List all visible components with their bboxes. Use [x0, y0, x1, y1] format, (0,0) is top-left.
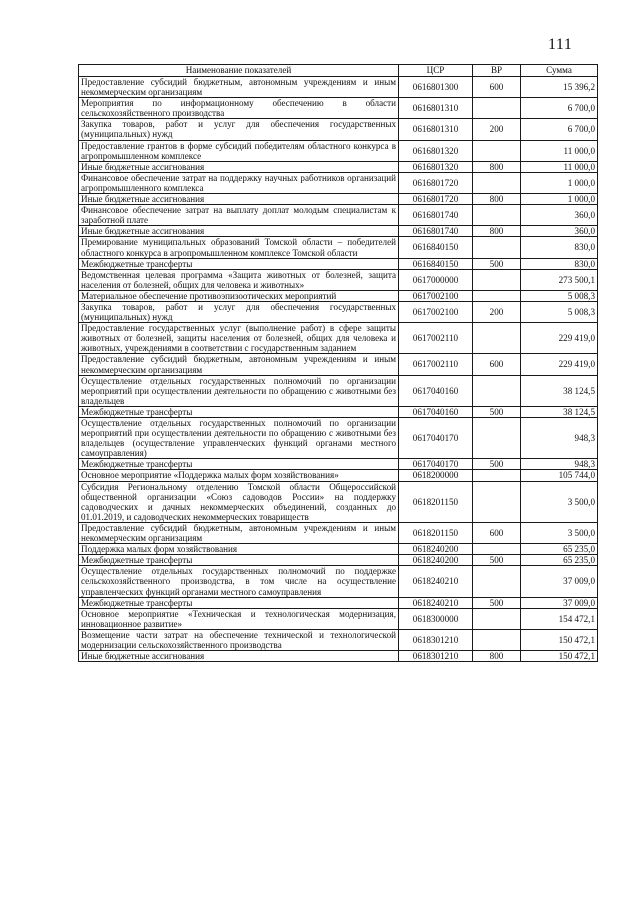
- row-name-cell: Субсидия Региональному отделению Томской области Общероссийской общественной организации «Союз садоводов России» на поддержку садоводческих и дачных некоммерческих объединений, созданных до 01.01.2019, и садоводческих некоммерческих товариществ: [79, 481, 399, 522]
- row-name-cell: Поддержка малых форм хозяйствования: [79, 544, 399, 555]
- header-sum: Сумма: [521, 65, 598, 77]
- table-row: [79, 258, 598, 269]
- table-row: [79, 205, 598, 226]
- table-row: [79, 597, 598, 608]
- row-sum-cell: 5 008,3: [521, 301, 598, 322]
- table-row: [79, 406, 598, 417]
- row-sum-cell: 830,0: [521, 258, 598, 269]
- row-name-cell: Закупка товаров, работ и услуг для обеспечения государственных (муниципальных) нужд: [79, 301, 399, 322]
- row-vr-cell: 500: [473, 597, 521, 608]
- row-vr-cell: 800: [473, 651, 521, 662]
- row-vr-cell: [473, 629, 521, 650]
- row-sum-cell: 360,0: [521, 226, 598, 237]
- table-row: [79, 323, 598, 354]
- row-name-cell: Финансовое обеспечение затрат на поддержку научных работников организаций агропромышленного комплекса: [79, 172, 399, 193]
- table-row: [79, 194, 598, 205]
- row-csr-cell: 0616840150: [399, 258, 473, 269]
- row-name-cell: Иные бюджетные ассигнования: [79, 226, 399, 237]
- row-vr-cell: 600: [473, 77, 521, 98]
- row-sum-cell: 105 744,0: [521, 470, 598, 481]
- row-vr-cell: 800: [473, 226, 521, 237]
- row-vr-cell: [473, 481, 521, 522]
- row-sum-cell: 5 008,3: [521, 290, 598, 301]
- row-name-cell: Межбюджетные трансферты: [79, 555, 399, 566]
- row-sum-cell: 360,0: [521, 205, 598, 226]
- row-vr-cell: 600: [473, 522, 521, 543]
- row-name-cell: Основное мероприятие «Поддержка малых форм хозяйствования»: [79, 470, 399, 481]
- row-name-cell: Мероприятия по информационному обеспечению в области сельскохозяйственного производства: [79, 98, 399, 119]
- row-name-cell: Межбюджетные трансферты: [79, 258, 399, 269]
- table-body: [79, 77, 598, 662]
- table-row: [79, 77, 598, 98]
- table-row: [79, 481, 598, 522]
- row-csr-cell: 0617040160: [399, 406, 473, 417]
- header-vr: ВР: [473, 65, 521, 77]
- table-row: [79, 172, 598, 193]
- table-row: [79, 555, 598, 566]
- row-vr-cell: [473, 608, 521, 629]
- row-name-cell: Предоставление субсидий бюджетным, автономным учреждениям и иным некоммерческим организациям: [79, 354, 399, 375]
- row-csr-cell: 0618300000: [399, 608, 473, 629]
- row-sum-cell: 37 009,0: [521, 597, 598, 608]
- row-csr-cell: 0618240200: [399, 555, 473, 566]
- row-sum-cell: 1 000,0: [521, 172, 598, 193]
- row-csr-cell: 0617040170: [399, 459, 473, 470]
- row-sum-cell: 229 419,0: [521, 323, 598, 354]
- row-sum-cell: 38 124,5: [521, 406, 598, 417]
- row-csr-cell: 0617002100: [399, 290, 473, 301]
- page-number: 111: [548, 36, 573, 53]
- row-name-cell: Предоставление субсидий бюджетным, автономным учреждениям и иным некоммерческим организациям: [79, 522, 399, 543]
- row-sum-cell: 150 472,1: [521, 651, 598, 662]
- row-sum-cell: 154 472,1: [521, 608, 598, 629]
- row-vr-cell: 200: [473, 301, 521, 322]
- row-csr-cell: 0618240210: [399, 566, 473, 597]
- row-csr-cell: 0616801320: [399, 161, 473, 172]
- row-csr-cell: 0617002110: [399, 323, 473, 354]
- budget-table: [78, 64, 598, 662]
- header-csr: ЦСР: [399, 65, 473, 77]
- row-csr-cell: 0618200000: [399, 470, 473, 481]
- row-vr-cell: [473, 237, 521, 258]
- table-row: [79, 459, 598, 470]
- table-row: [79, 375, 598, 406]
- row-csr-cell: 0616801740: [399, 226, 473, 237]
- row-name-cell: Межбюджетные трансферты: [79, 459, 399, 470]
- row-csr-cell: 0618301210: [399, 651, 473, 662]
- row-csr-cell: 0617000000: [399, 269, 473, 290]
- row-vr-cell: 500: [473, 459, 521, 470]
- row-sum-cell: 37 009,0: [521, 566, 598, 597]
- row-sum-cell: 6 700,0: [521, 98, 598, 119]
- row-csr-cell: 0616801720: [399, 172, 473, 193]
- row-name-cell: Межбюджетные трансферты: [79, 597, 399, 608]
- row-sum-cell: 65 235,0: [521, 544, 598, 555]
- row-sum-cell: 65 235,0: [521, 555, 598, 566]
- row-csr-cell: 0617040170: [399, 418, 473, 459]
- row-csr-cell: 0616801720: [399, 194, 473, 205]
- row-vr-cell: [473, 544, 521, 555]
- row-vr-cell: 500: [473, 555, 521, 566]
- row-name-cell: Предоставление государственных услуг (выполнение работ) в сфере защиты животных от болезней, защиты населения от болезней, общих для человека и животных, учреждениями в соответствии с государственным заданием: [79, 323, 399, 354]
- row-vr-cell: [473, 566, 521, 597]
- row-name-cell: Финансовое обеспечение затрат на выплату доплат молодым специалистам к заработной плате: [79, 205, 399, 226]
- row-csr-cell: 0616801320: [399, 140, 473, 161]
- row-vr-cell: 800: [473, 194, 521, 205]
- row-vr-cell: 500: [473, 258, 521, 269]
- row-sum-cell: 273 500,1: [521, 269, 598, 290]
- row-sum-cell: 229 419,0: [521, 354, 598, 375]
- row-vr-cell: [473, 470, 521, 481]
- table-row: [79, 237, 598, 258]
- row-name-cell: Предоставление грантов в форме субсидий победителям областного конкурса в агропромышленном комплексе: [79, 140, 399, 161]
- row-sum-cell: 38 124,5: [521, 375, 598, 406]
- table-row: [79, 354, 598, 375]
- row-vr-cell: [473, 290, 521, 301]
- row-csr-cell: 0618240200: [399, 544, 473, 555]
- row-csr-cell: 0616801740: [399, 205, 473, 226]
- table-row: [79, 140, 598, 161]
- row-sum-cell: 15 396,2: [521, 77, 598, 98]
- table-row: [79, 544, 598, 555]
- row-vr-cell: [473, 98, 521, 119]
- table-row: [79, 301, 598, 322]
- row-sum-cell: 3 500,0: [521, 522, 598, 543]
- table-row: [79, 269, 598, 290]
- table-row: [79, 418, 598, 459]
- row-csr-cell: 0616801310: [399, 98, 473, 119]
- row-vr-cell: [473, 269, 521, 290]
- table-header-row: [79, 65, 598, 77]
- table-row: [79, 566, 598, 597]
- row-vr-cell: [473, 418, 521, 459]
- table-row: [79, 290, 598, 301]
- row-name-cell: Премирование муниципальных образований Томской области – победителей областного конкурса в агропромышленном комплексе Томской области: [79, 237, 399, 258]
- row-vr-cell: [473, 140, 521, 161]
- row-csr-cell: 0616840150: [399, 237, 473, 258]
- row-name-cell: Возмещение части затрат на обеспечение технической и технологической модернизации сельскохозяйственного производства: [79, 629, 399, 650]
- table-row: [79, 629, 598, 650]
- row-sum-cell: 948,3: [521, 418, 598, 459]
- row-name-cell: Материальное обеспечение противоэпизоотических мероприятий: [79, 290, 399, 301]
- table-row: [79, 161, 598, 172]
- row-vr-cell: 800: [473, 161, 521, 172]
- row-csr-cell: 0616801310: [399, 119, 473, 140]
- table-row: [79, 470, 598, 481]
- row-csr-cell: 0618240210: [399, 597, 473, 608]
- row-csr-cell: 0617002110: [399, 354, 473, 375]
- row-vr-cell: 500: [473, 406, 521, 417]
- row-csr-cell: 0618201150: [399, 522, 473, 543]
- table-row: [79, 119, 598, 140]
- row-vr-cell: [473, 172, 521, 193]
- row-name-cell: Осуществление отдельных государственных полномочий по организации мероприятий при осуществлении деятельности по обращению с животными без владельцев (осуществление управленческих функций органами местного самоуправления): [79, 418, 399, 459]
- row-vr-cell: [473, 375, 521, 406]
- row-sum-cell: 3 500,0: [521, 481, 598, 522]
- row-csr-cell: 0617040160: [399, 375, 473, 406]
- row-name-cell: Иные бюджетные ассигнования: [79, 194, 399, 205]
- row-vr-cell: [473, 323, 521, 354]
- row-name-cell: Осуществление отдельных государственных полномочий по поддержке сельскохозяйственного производства, в том числе на осуществление управленческих функций органами местного самоуправления: [79, 566, 399, 597]
- row-name-cell: Закупка товаров, работ и услуг для обеспечения государственных (муниципальных) нужд: [79, 119, 399, 140]
- row-name-cell: Ведомственная целевая программа «Защита животных от болезней, защита населения от болезней, общих для человека и животных»: [79, 269, 399, 290]
- row-sum-cell: 150 472,1: [521, 629, 598, 650]
- row-sum-cell: 11 000,0: [521, 161, 598, 172]
- table-row: [79, 608, 598, 629]
- row-csr-cell: 0616801300: [399, 77, 473, 98]
- row-name-cell: Осуществление отдельных государственных полномочий по организации мероприятий при осуществлении деятельности по обращению с животными без владельцев: [79, 375, 399, 406]
- row-name-cell: Основное мероприятие «Техническая и технологическая модернизация, инновационное развитие»: [79, 608, 399, 629]
- row-vr-cell: 600: [473, 354, 521, 375]
- row-name-cell: Предоставление субсидий бюджетным, автономным учреждениям и иным некоммерческим организациям: [79, 77, 399, 98]
- header-name: Наименование показателей: [79, 65, 399, 77]
- row-name-cell: Межбюджетные трансферты: [79, 406, 399, 417]
- row-csr-cell: 0617002100: [399, 301, 473, 322]
- table-row: [79, 651, 598, 662]
- row-vr-cell: [473, 205, 521, 226]
- row-sum-cell: 948,3: [521, 459, 598, 470]
- row-sum-cell: 6 700,0: [521, 119, 598, 140]
- table-row: [79, 98, 598, 119]
- row-sum-cell: 11 000,0: [521, 140, 598, 161]
- row-name-cell: Иные бюджетные ассигнования: [79, 161, 399, 172]
- row-name-cell: Иные бюджетные ассигнования: [79, 651, 399, 662]
- row-sum-cell: 830,0: [521, 237, 598, 258]
- table-row: [79, 226, 598, 237]
- row-csr-cell: 0618201150: [399, 481, 473, 522]
- row-vr-cell: 200: [473, 119, 521, 140]
- row-csr-cell: 0618301210: [399, 629, 473, 650]
- table-row: [79, 522, 598, 543]
- row-sum-cell: 1 000,0: [521, 194, 598, 205]
